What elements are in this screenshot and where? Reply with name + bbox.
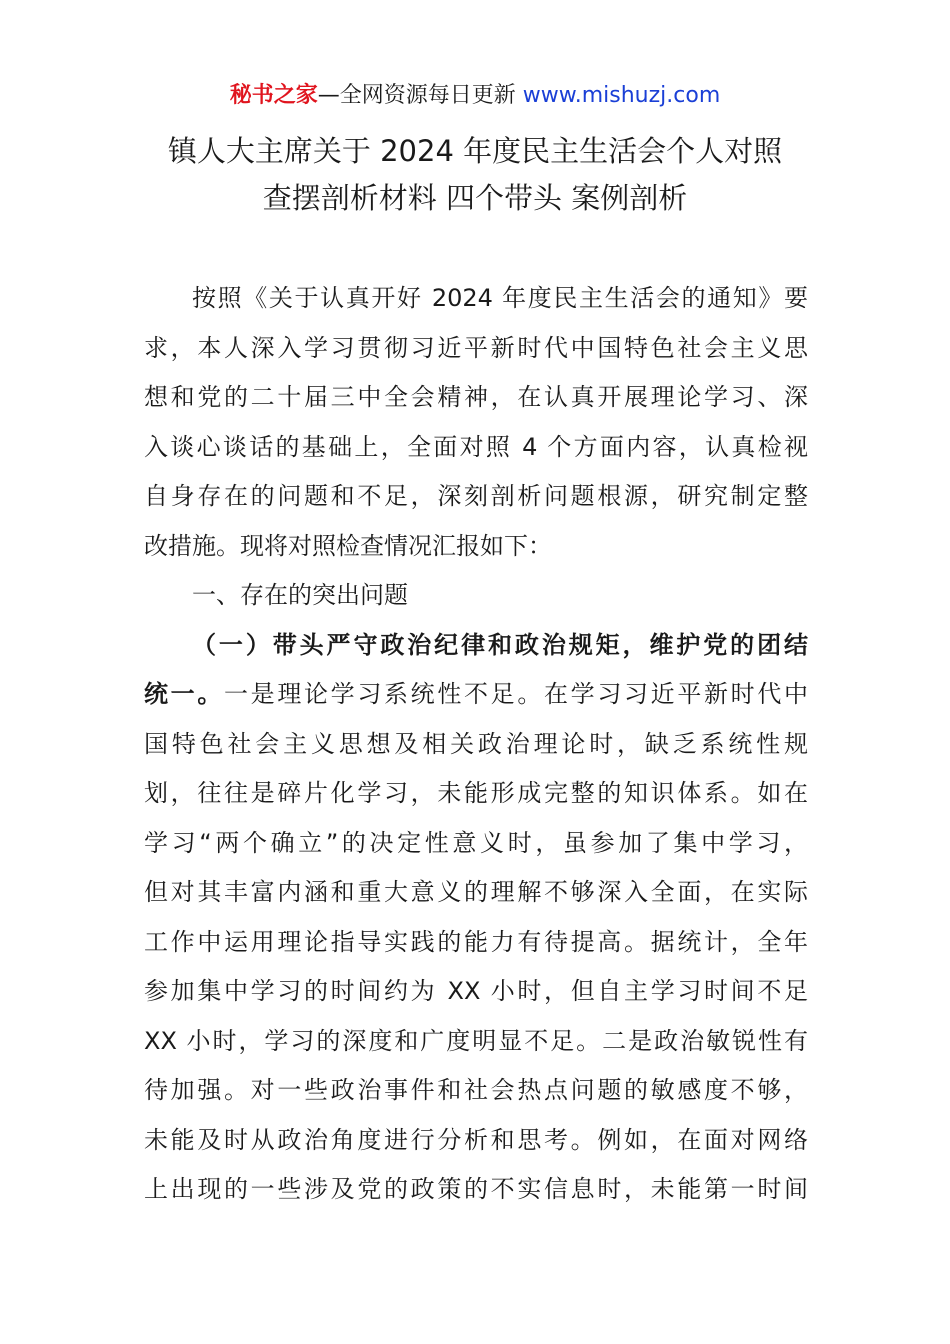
document-body bbox=[144, 274, 808, 1215]
body-line: 参加集中学习的时间约为 XX 小时，但自主学习时间不足 bbox=[144, 977, 808, 1005]
body-line: 改措施。现将对照检查情况汇报如下： bbox=[144, 531, 552, 560]
section-heading: 一、存在的突出问题 bbox=[192, 581, 408, 609]
body-line: 自身存在的问题和不足，深刻剖析问题根源，研究制定整 bbox=[144, 482, 808, 510]
body-line: 划，往往是碎片化学习，未能形成完整的知识体系。如在 bbox=[144, 779, 808, 807]
title-line-1: 镇人大主席关于 2024 年度民主生活会个人对照 bbox=[167, 134, 783, 168]
site-header bbox=[0, 80, 950, 112]
subsection-heading-end: 统一。 bbox=[144, 680, 224, 708]
body-line: XX 小时，学习的深度和广度明显不足。二是政治敏锐性有 bbox=[144, 1026, 808, 1055]
document-title bbox=[120, 128, 830, 222]
brand-name: 秘书之家 bbox=[229, 83, 318, 108]
body-line-rest: 一是理论学习系统性不足。在学习习近平新时代中 bbox=[224, 680, 808, 708]
body-line: 上出现的一些涉及党的政策的不实信息时，未能第一时间 bbox=[144, 1175, 808, 1203]
body-line: 学习“两个确立”的决定性意义时，虽参加了集中学习， bbox=[144, 828, 808, 857]
body-line: 想和党的二十届三中全会精神，在认真开展理论学习、深 bbox=[144, 383, 808, 411]
body-line: 待加强。对一些政治事件和社会热点问题的敏感度不够， bbox=[144, 1076, 808, 1104]
body-line: 未能及时从政治角度进行分析和思考。例如，在面对网络 bbox=[144, 1125, 808, 1154]
body-line: 入谈心谈话的基础上，全面对照 4 个方面内容，认真检视 bbox=[144, 432, 808, 461]
body-line: 但对其丰富内涵和重大意义的理解不够深入全面，在实际 bbox=[144, 878, 808, 906]
body-line: 工作中运用理论指导实践的能力有待提高。据统计，全年 bbox=[144, 927, 808, 956]
title-line-2: 查摆剖析材料 四个带头 案例剖析 bbox=[262, 181, 688, 215]
site-url-link[interactable]: www.mishuzj.com bbox=[522, 83, 721, 108]
body-line: 求，本人深入学习贯彻习近平新时代中国特色社会主义思 bbox=[144, 333, 808, 362]
header-tagline: —全网资源每日更新 bbox=[317, 83, 523, 108]
body-line: 按照《关于认真开好 2024 年度民主生活会的通知》要 bbox=[192, 284, 808, 312]
body-line bbox=[144, 670, 808, 720]
body-line: 国特色社会主义思想及相关政治理论时，缺乏系统性规 bbox=[144, 729, 808, 758]
subsection-heading: （一）带头严守政治纪律和政治规矩，维护党的团结 bbox=[192, 630, 808, 659]
